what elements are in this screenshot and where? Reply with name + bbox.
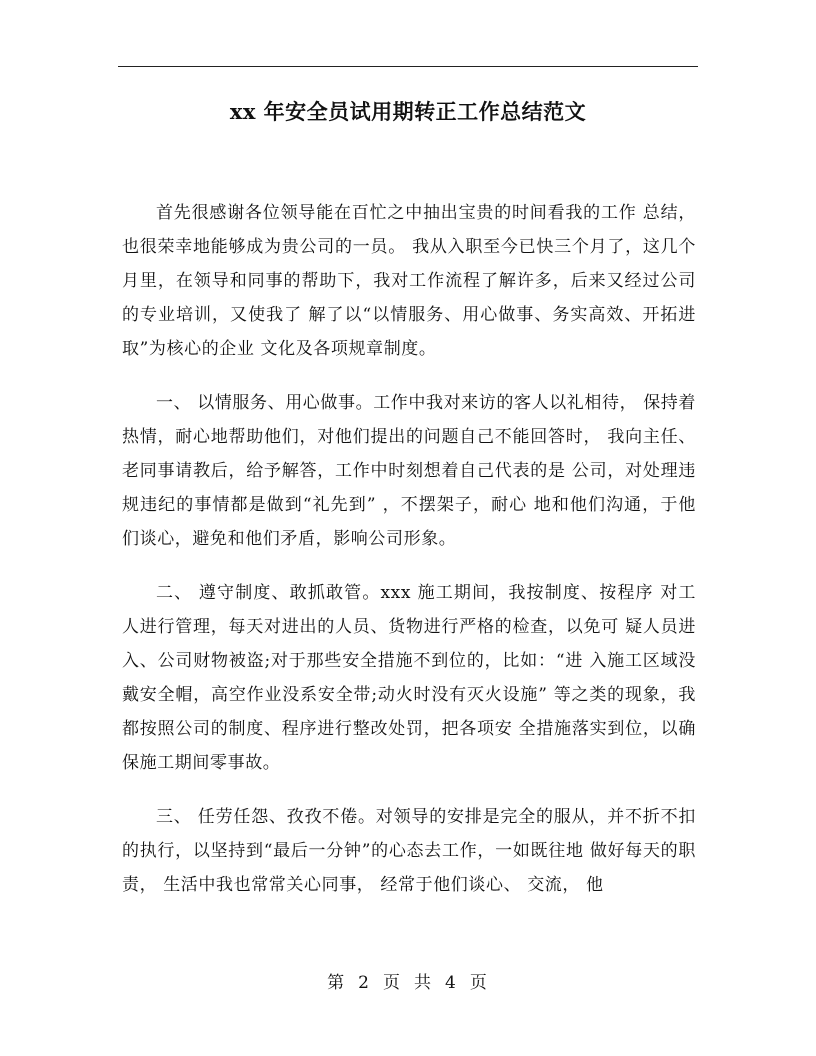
paragraph-section-3: 三、 任劳任怨、孜孜不倦。对领导的安排是完全的服从，并不折不扣的执行，以坚持到“最后一分钟”的心态去工作，一如既往地 做好每天的职责， 生活中我也常常关心同事， 经常于他们谈心、 交流， 他 [122,807,696,895]
document-body [122,196,696,922]
footer-current-page: 2 [358,973,371,993]
paragraph-section-2: 二、 遵守制度、敢抓敢管。xxx 施工期间，我按制度、按程序 对工人进行管理，每天对进出的人员、货物进行严格的检查，以免可 疑人员进入、公司财物被盗;对于那些安全措施不到位的，比如：“进 入施工区域没戴安全帽，高空作业没系安全带;动火时没有灭火设施” 等之类的现象，我都按照公司的制度、程序进行整改处罚，把各项安 全措施落实到位，以确保施工期间零事故。 [122,583,696,773]
footer-prefix: 第 [327,973,347,993]
page-number-footer [0,968,816,993]
page-title: xx 年安全员试用期转正工作总结范文 [229,99,587,124]
footer-page-word: 页 [383,973,402,993]
header-rule [118,66,698,67]
paragraph-intro: 首先很感谢各位领导能在百忙之中抽出宝贵的时间看我的工作 总结，也很荣幸地能够成为贵公司的一员。 我从入职至今已快三个月了，这几个月里，在领导和同事的帮助下，我对工作流程了解许多，后来又经过公司的专业培训，又使我了 解了以“以情服务、用心做事、务实高效、开拓进取”为核心的企业 文化及各项规章制度。 [122,203,696,359]
footer-suffix: 页 [469,973,489,993]
paragraph-section-1: 一、 以情服务、用心做事。工作中我对来访的客人以礼相待， 保持着热情，耐心地帮助他们，对他们提出的问题自己不能回答时， 我向主任、老同事请教后，给予解答，工作中时刻想着自己代表的是 公司，对处理违规违纪的事情都是做到“礼先到” ，不摆架子，耐心 地和他们沟通，于他们谈心，避免和他们矛盾，影响公司形象。 [122,393,697,549]
footer-total-pages: 4 [445,973,458,993]
footer-total-word: 共 [414,973,433,993]
